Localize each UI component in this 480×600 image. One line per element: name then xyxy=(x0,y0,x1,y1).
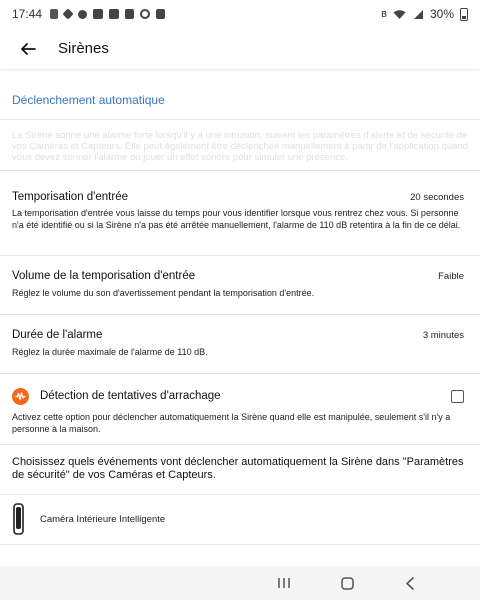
setting-value: 3 minutes xyxy=(422,330,464,341)
wifi-icon xyxy=(393,9,406,20)
flag-icon xyxy=(156,9,165,19)
setting-title: Détection de tentatives d'arrachage xyxy=(40,390,221,402)
recents-button[interactable] xyxy=(275,574,293,592)
setting-title: Volume de la temporisation d'entrée xyxy=(12,270,196,282)
divider xyxy=(0,494,480,495)
indoor-camera-icon xyxy=(13,503,24,535)
tamper-detection-checkbox[interactable] xyxy=(451,390,464,403)
setting-description: La temporisation d'entrée vous laisse du temps pour vous identifier lorsque vous rentrez chez vous. Si personne n'a été identifié ou si la Sirène n'a pas été arrêtée manuellement, l'alarme de 110 dB retentira à la fin de ce délai. xyxy=(12,208,461,230)
events-instructions: Choisissez quels événements vont déclencher automatiquement la Sirène dans "Paramètres de sécurité" de vos Caméras et Capteurs. xyxy=(12,456,464,481)
status-left-icons xyxy=(50,9,165,19)
divider xyxy=(0,544,480,545)
arrow-left-icon xyxy=(20,41,36,57)
setting-description: Réglez la durée maximale de l'alarme de 110 dB. xyxy=(12,347,208,357)
status-time: 17:44 xyxy=(12,7,43,21)
broadcast-icon xyxy=(78,10,87,19)
image-icon xyxy=(109,9,119,19)
page-title: Sirènes xyxy=(58,40,109,57)
back-button[interactable] xyxy=(16,37,40,61)
setting-description: Activez cette option pour déclencher automatiquement la Sirène quand elle est manipulée, seulement s'il n'y a personne à la maison. xyxy=(12,412,451,434)
navigation-bar xyxy=(0,566,480,600)
diamond-icon xyxy=(62,8,73,19)
setting-value: Faible xyxy=(438,271,464,282)
section-title: Déclenchement automatique xyxy=(12,93,165,107)
recents-icon xyxy=(277,577,291,589)
section-header xyxy=(0,72,480,120)
device-label: Caméra Intérieure Intelligente xyxy=(40,514,166,525)
settings-content[interactable] xyxy=(0,72,480,566)
app-bar xyxy=(0,28,480,70)
message-icon xyxy=(93,9,103,19)
waveform-icon xyxy=(12,388,29,405)
info-text: La Sirène sonne une alarme forte lorsqu'il y a une intrusion, suivant les paramètres d'alerte et de sécurité de vos Caméras et Capteurs. Elle peut également être déclenchée manuellement à partir de l'application quand vous devez sonner l'alarme ou jouer un effet sonore pour simuler une présence. xyxy=(12,130,468,163)
setting-title: Durée de l'alarme xyxy=(12,329,103,341)
back-icon xyxy=(405,577,415,590)
setting-value: 20 secondes xyxy=(410,192,464,203)
status-right xyxy=(381,7,468,21)
nav-back-button[interactable] xyxy=(401,574,419,592)
entry-delay-setting[interactable] xyxy=(0,171,480,255)
signal-icon xyxy=(412,9,424,20)
tiktok-icon xyxy=(50,9,58,19)
battery-icon xyxy=(460,8,468,21)
grid-icon xyxy=(125,9,134,19)
tamper-detection-setting[interactable] xyxy=(0,374,480,444)
home-button[interactable] xyxy=(338,574,356,592)
battery-level: 30% xyxy=(429,7,454,21)
home-icon xyxy=(341,577,354,590)
status-bar xyxy=(0,0,480,28)
divider xyxy=(0,444,480,445)
device-row[interactable] xyxy=(0,496,480,544)
alarm-duration-setting[interactable] xyxy=(0,315,480,373)
entry-delay-volume-setting[interactable] xyxy=(0,256,480,314)
target-icon xyxy=(140,9,150,19)
bluetooth-icon: ʙ xyxy=(381,8,387,20)
setting-title: Temporisation d'entrée xyxy=(12,191,128,203)
setting-description: Réglez le volume du son d'avertissement pendant la temporisation d'entrée. xyxy=(12,288,315,298)
